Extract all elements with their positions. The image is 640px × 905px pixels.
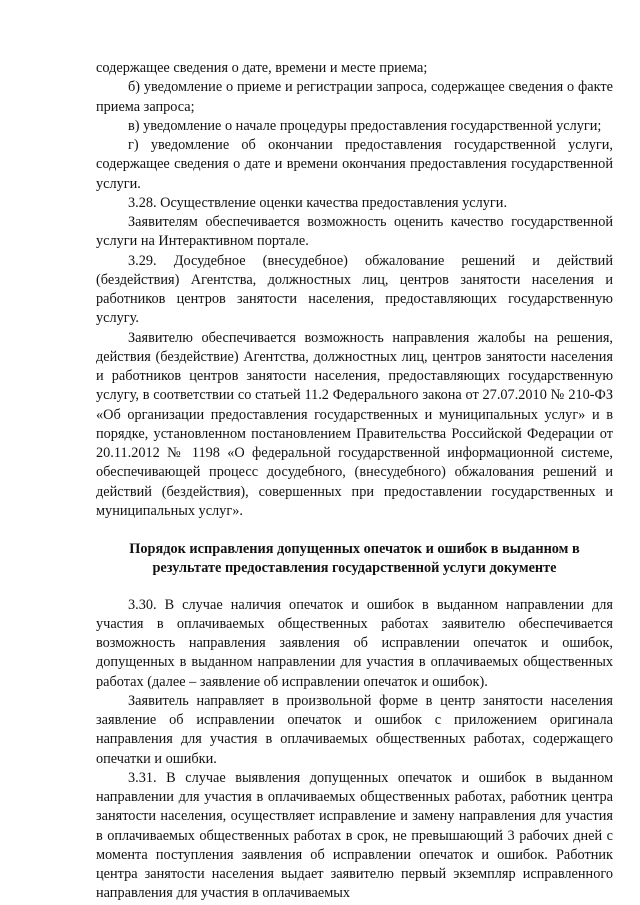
paragraph-3-29: 3.29. Досудебное (внесудебное) обжалование решений и действий (бездействия) Агентства, должностных лиц, центров занятости населения и работников центров занятости населения, предоставляющих государственную услугу.	[96, 252, 613, 327]
paragraph-3-30: 3.30. В случае наличия опечаток и ошибок в выданном направлении для участия в оплачиваемых общественных работах заявителю обеспечивается возможность направления заявления об исправлении опечаток и ошибок, допущенных в выданном направлении для участия в оплачиваемых общественных работах (далее – заявление об исправлении опечаток и ошибок).	[96, 596, 613, 690]
paragraph-3-28: 3.28. Осуществление оценки качества предоставления услуги.	[128, 194, 508, 211]
paragraph-item-v: в) уведомление о начале процедуры предоставления государственной услуги;	[128, 117, 602, 134]
paragraph-complaint: Заявителю обеспечивается возможность направления жалобы на решения, действия (бездействие) Агентства, должностных лиц, центров занятости населения и работников центров занятости населения, предоставляющих государственную услугу, в соответствии со статьей 11.2 Федерального закона от 27.07.2010 № 210-ФЗ «Об организации предоставления государственных и муниципальных услуг» и в порядке, установленном постановлением Правительства Российской Федерации от 20.11.2012 № 1198 «О федеральной государственной информационной системе, обеспечивающей процесс досудебного, (внесудебного) обжалования решений и действий (бездействия), совершенных при предоставлении государственных и муниципальных услуг».	[96, 329, 613, 519]
document-body	[96, 59, 613, 904]
section-heading: Порядок исправления допущенных опечаток и ошибок в выданном в результате предоставления государственной услуги документе	[129, 541, 580, 577]
paragraph-3-31: 3.31. В случае выявления допущенных опечаток и ошибок в выданном направлении для участия в оплачиваемых общественных работах, работник центра занятости населения, осуществляет исправление и замену направления для участия в оплачиваемых общественных работах в срок, не превышающий 3 рабочих дней с момента поступления заявления об исправлении опечаток и ошибок. Работник центра занятости населения выдает заявителю первый экземпляр исправленного направления для участия в оплачиваемых	[96, 769, 613, 902]
paragraph-intro-continuation: содержащее сведения о дате, времени и месте приема;	[96, 60, 428, 76]
paragraph-applicant-request: Заявитель направляет в произвольной форме в центр занятости населения заявление об исправлении опечаток и ошибок с приложением оригинала направления для участия в оплачиваемых общественных работах, содержащего опечатки и ошибки.	[96, 692, 613, 767]
paragraph-item-b: б) уведомление о приеме и регистрации запроса, содержащее сведения о факте приема запроса;	[96, 79, 613, 115]
paragraph-item-g: г) уведомление об окончании предоставления государственной услуги, содержащее сведения о дате и времени окончания предоставления государственной услуги.	[96, 137, 613, 192]
paragraph-quality-assessment: Заявителям обеспечивается возможность оценить качество государственной услуги на Интерактивном портале.	[96, 214, 613, 250]
